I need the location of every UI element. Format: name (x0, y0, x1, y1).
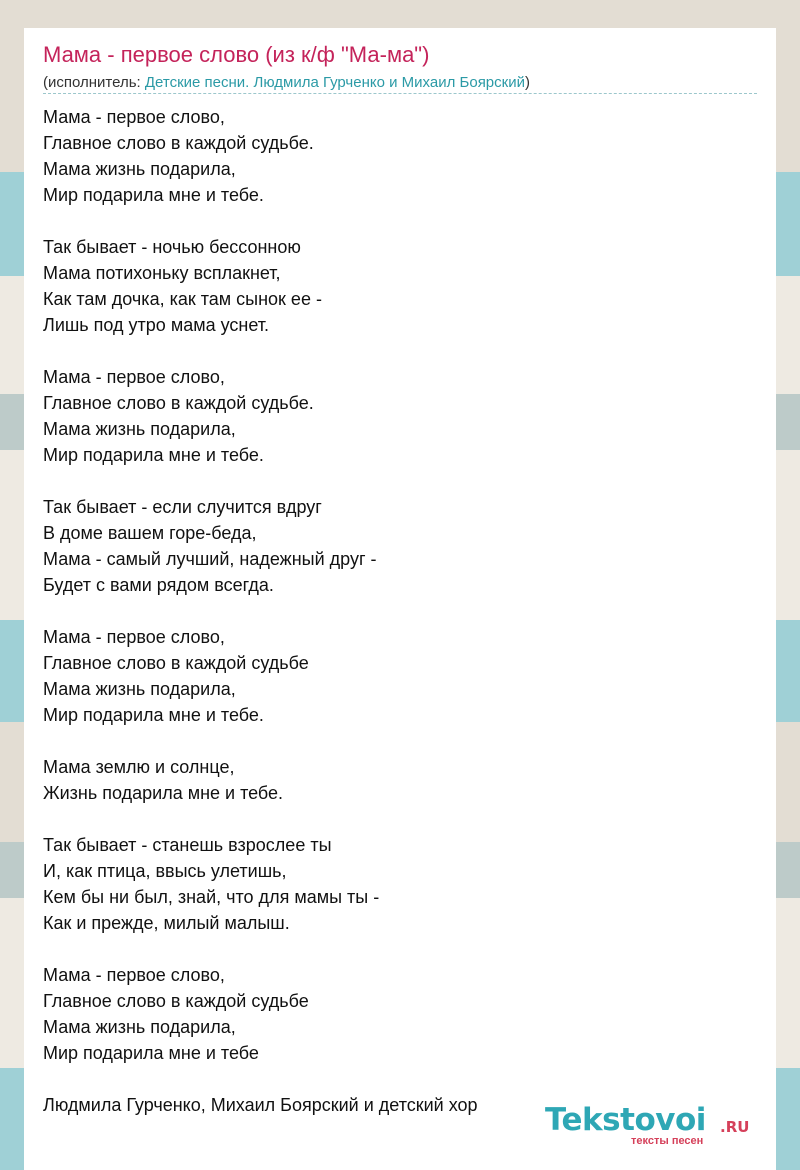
lyric-line: Людмила Гурченко, Михаил Боярский и детский хор (43, 1095, 478, 1115)
lyric-line: В доме вашем горе-беда, (43, 523, 257, 543)
lyric-line: Мама жизнь подарила, (43, 159, 236, 179)
stanza-gap (43, 936, 757, 962)
lyric-line: Кем бы ни был, знай, что для мамы ты - (43, 887, 380, 907)
lyric-line: Мама землю и солнце, (43, 757, 235, 777)
stanza-gap (43, 338, 757, 364)
lyric-line: Главное слово в каждой судьбе. (43, 133, 314, 153)
lyric-line: Как там дочка, как там сынок ее - (43, 289, 322, 309)
performer-suffix: ) (524, 74, 530, 91)
lyric-line: Мир подарила мне и тебе. (43, 705, 264, 725)
lyric-line: Мама жизнь подарила, (43, 679, 236, 699)
lyric-line: Так бывает - ночью бессонною (43, 237, 301, 257)
logo-subtitle: тексты песен (631, 1135, 704, 1147)
lyric-line: Так бывает - если случится вдруг (43, 497, 322, 517)
stanza-gap (43, 208, 757, 234)
lyric-line: Мама - первое слово, (43, 965, 225, 985)
lyric-line: Мама - первое слово, (43, 367, 225, 387)
lyric-line: Мир подарила мне и тебе (43, 1043, 259, 1063)
lyric-line: Лишь под утро мама уснет. (43, 315, 269, 335)
lyric-line: Так бывает - станешь взрослее ты (43, 835, 332, 855)
stanza-gap (43, 468, 757, 494)
stanza-gap (43, 806, 757, 832)
lyric-line: Будет с вами рядом всегда. (43, 575, 274, 595)
lyric-line: Мир подарила мне и тебе. (43, 445, 264, 465)
performer-line (43, 74, 530, 91)
lyric-line: Главное слово в каждой судьбе (43, 653, 309, 673)
stanza-gap (43, 598, 757, 624)
lyric-line: Мама жизнь подарила, (43, 419, 236, 439)
logo-tld: .RU (720, 1118, 750, 1136)
lyric-line: И, как птица, ввысь улетишь, (43, 861, 287, 881)
stanza-gap (43, 1066, 757, 1092)
lyrics-text (43, 104, 757, 1118)
title-divider (43, 93, 757, 94)
lyric-line: Мама - первое слово, (43, 627, 225, 647)
site-logo[interactable] (545, 1102, 757, 1152)
lyric-line: Мир подарила мне и тебе. (43, 185, 264, 205)
lyric-line: Как и прежде, милый малыш. (43, 913, 290, 933)
lyric-line: Главное слово в каждой судьбе. (43, 393, 314, 413)
logo-wordmark: Tekstovoi (545, 1102, 706, 1138)
stanza-gap (43, 728, 757, 754)
lyric-line: Мама - первое слово, (43, 107, 225, 127)
lyrics-card (24, 28, 776, 1170)
lyric-line: Главное слово в каждой судьбе (43, 991, 309, 1011)
lyric-line: Мама жизнь подарила, (43, 1017, 236, 1037)
song-title: Мама - первое слово (из к/ф "Ма-ма") (43, 42, 430, 67)
performer-prefix: (исполнитель: (43, 74, 145, 91)
lyric-line: Мама - самый лучший, надежный друг - (43, 549, 377, 569)
lyric-line: Жизнь подарила мне и тебе. (43, 783, 284, 803)
lyric-line: Мама потихоньку всплакнет, (43, 263, 281, 283)
performer-link[interactable]: Детские песни. Людмила Гурченко и Михаил Боярский (144, 74, 525, 91)
